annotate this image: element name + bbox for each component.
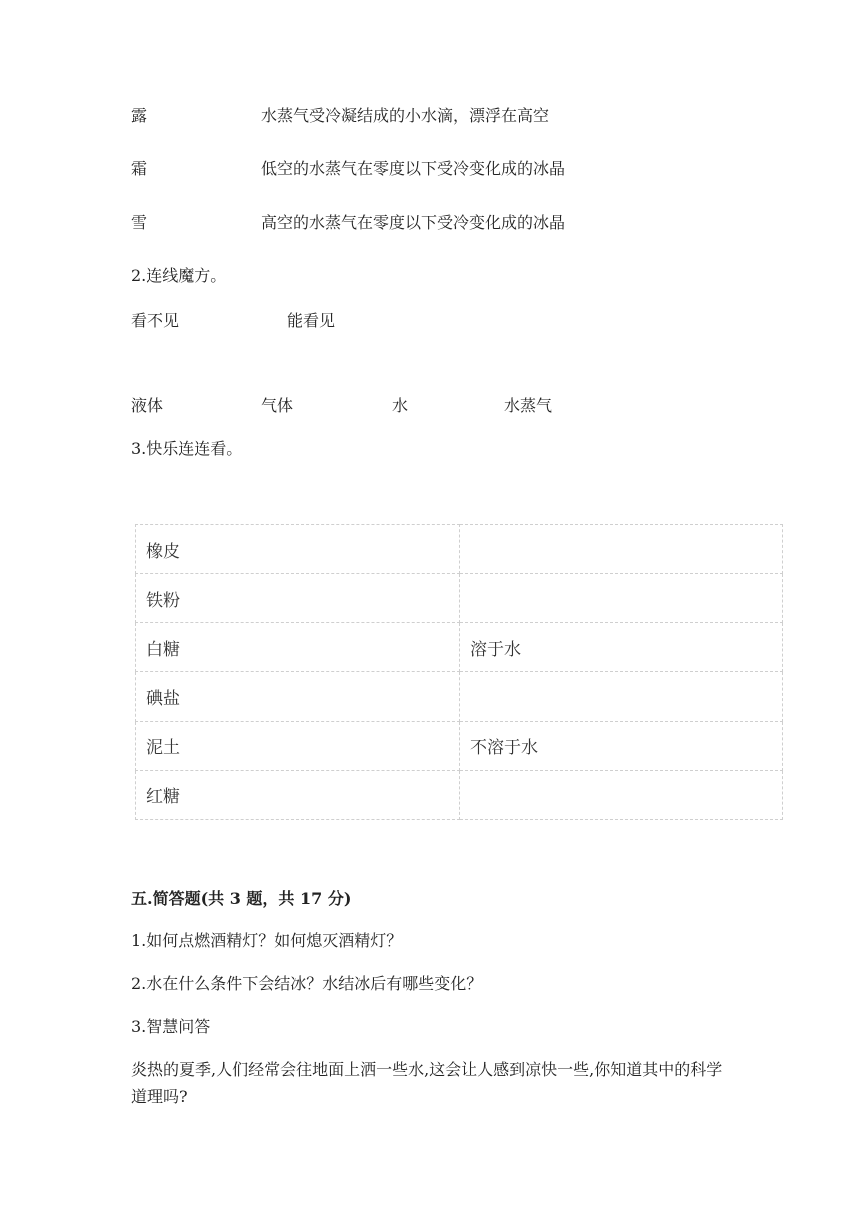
table-row bbox=[136, 525, 783, 574]
table-cell-right: 溶于水 bbox=[460, 623, 783, 672]
table-cell-right: 不溶于水 bbox=[460, 721, 783, 770]
table-row bbox=[136, 721, 783, 770]
table-cell-left: 泥土 bbox=[136, 721, 460, 770]
table-cell-left: 红糖 bbox=[136, 770, 460, 819]
table-row bbox=[136, 672, 783, 721]
short-answer-q3-title: 3.智慧问答 bbox=[131, 1017, 211, 1036]
table-cell-right bbox=[460, 672, 783, 721]
match-left-shuang: 霜 bbox=[131, 159, 148, 178]
match-right-lu: 水蒸气受冷凝结成的小水滴，漂浮在高空 bbox=[261, 106, 550, 125]
q2-bottom-item-gas: 气体 bbox=[261, 396, 294, 415]
q2-bottom-item-vapor: 水蒸气 bbox=[504, 396, 553, 415]
match-right-shuang: 低空的水蒸气在零度以下受冷变化成的冰晶 bbox=[261, 159, 566, 178]
q2-bottom-item-liquid: 液体 bbox=[131, 396, 164, 415]
table-cell-left: 铁粉 bbox=[136, 574, 460, 623]
table-cell-right bbox=[460, 770, 783, 819]
table-row bbox=[136, 770, 783, 819]
match-right-xue: 高空的水蒸气在零度以下受冷变化成的冰晶 bbox=[261, 213, 566, 232]
short-answer-q3-text: 炎热的夏季,人们经常会往地面上洒一些水,这会让人感到凉快一些,你知道其中的科学道理吗? bbox=[131, 1060, 723, 1106]
table-row bbox=[136, 574, 783, 623]
table-cell-left: 白糖 bbox=[136, 623, 460, 672]
question-3-title: 3.快乐连连看。 bbox=[131, 439, 243, 458]
section-5-heading: 五.简答题(共 3 题，共 17 分) bbox=[131, 889, 352, 908]
match-left-lu: 露 bbox=[131, 106, 148, 125]
short-answer-q2: 2.水在什么条件下会结冰？水结冰后有哪些变化？ bbox=[131, 974, 483, 993]
table-row bbox=[136, 623, 783, 672]
short-answer-q1: 1.如何点燃酒精灯？如何熄灭酒精灯？ bbox=[131, 931, 403, 950]
table-cell-left: 碘盐 bbox=[136, 672, 460, 721]
matching-table bbox=[135, 524, 783, 820]
q2-top-item-invisible: 看不见 bbox=[131, 311, 180, 330]
q2-top-item-visible: 能看见 bbox=[287, 311, 336, 330]
question-2-title: 2.连线魔方。 bbox=[131, 266, 227, 285]
table-cell-right bbox=[460, 574, 783, 623]
q2-bottom-item-water: 水 bbox=[392, 396, 409, 415]
table-cell-left: 橡皮 bbox=[136, 525, 460, 574]
table-cell-right bbox=[460, 525, 783, 574]
match-left-xue: 雪 bbox=[131, 213, 148, 232]
